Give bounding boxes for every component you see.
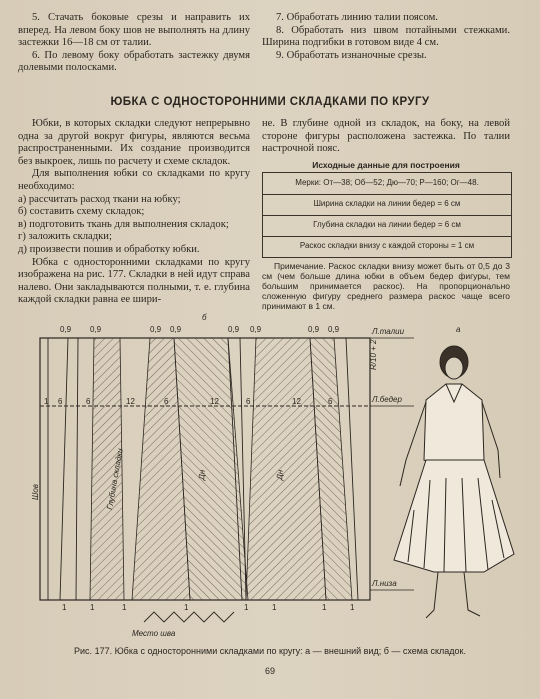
paragraph: не. В глубине одной из складок, на боку, на левой стороне фигуры расположена застежка. По талии настрочной пояс.	[262, 118, 510, 155]
paragraph: 6. По левому боку обработать застежку двумя долевыми полосками.	[18, 49, 250, 74]
figure	[14, 310, 530, 640]
bottom-label: 1	[122, 603, 127, 612]
top-left-column	[18, 12, 250, 75]
paragraph: 5. Стачать боковые срезы и направить их вперед. На левом боку шов не выполнять на длину застежки 16—18 см от талии.	[18, 12, 250, 49]
table-row: Мерки: От—38; Об—52; Дю—70; Р—160; Ог—48.	[263, 173, 511, 195]
top-label: 0,9	[250, 325, 262, 334]
hem-line-label: Л.низа	[372, 579, 397, 588]
figure-letter-a: а	[456, 325, 461, 334]
hip-label: 6	[86, 397, 91, 406]
hip-label: 6	[164, 397, 169, 406]
grain-label: Дн	[275, 469, 285, 481]
bottom-label: 1	[62, 603, 67, 612]
top-label: 0,9	[60, 325, 72, 334]
note	[262, 261, 510, 311]
list-item: д) произвести пошив и обработку юбки.	[18, 243, 200, 255]
table-row: Глубина складки на линии бедер = 6 см	[263, 215, 511, 237]
bottom-label: 1	[322, 603, 327, 612]
list-item: г) заложить складки;	[18, 231, 112, 243]
paragraph: 9. Обработать изнаночные срезы.	[276, 49, 427, 61]
woman-illustration	[394, 346, 514, 618]
hip-label: 6	[58, 397, 63, 406]
hip-label: 12	[292, 397, 301, 406]
table-title: Исходные данные для построения	[312, 160, 460, 170]
grain-label: Дн	[197, 469, 207, 481]
bottom-label: 1	[90, 603, 95, 612]
top-label: 0,9	[328, 325, 340, 334]
list-item: а) рассчитать расход ткани на юбку;	[18, 193, 181, 205]
note-text: Примечание. Раскос складки внизу может быть от 0,5 до 3 см (чем больше длина юбки в объем бедер фигуры, тем большим принимается раскос). На пропорционально сложенную фигуру среднего размера раскос чаще всего принимают в 1 см.	[262, 261, 510, 311]
hip-label: 12	[126, 397, 135, 406]
figure-caption: Рис. 177. Юбка с односторонними складками по кругу: а — внешний вид; б — схема складок.	[74, 646, 466, 656]
list-item: в) подготовить ткань для выполнения складок;	[18, 218, 229, 230]
paragraph: Юбки, в которых складки следуют непрерывно одна за другой вокруг фигуры, являются весьма распространенными. Их создание производится без выкроек, лишь по расчету и схеме складок.	[18, 118, 250, 167]
top-labels	[60, 325, 340, 334]
list-item: б) составить схему складок;	[18, 206, 145, 218]
figure-letter-b: б	[202, 313, 207, 322]
hip-label: 12	[210, 397, 219, 406]
waist-line-label: Л.талии	[372, 327, 405, 336]
top-label: 0,9	[90, 325, 102, 334]
paragraph: Для выполнения юбки со складками по кругу необходимо:	[18, 168, 250, 192]
seam-zigzag	[144, 612, 234, 622]
bottom-labels	[62, 603, 355, 612]
top-label: 0,9	[170, 325, 182, 334]
paragraph: Юбка с односторонними складками по кругу изображена на рис. 177. Складки в ней идут справа налево. Они закладываются полными, т. е. глубина каждой складки равна ее шири-	[18, 256, 250, 306]
top-right-column	[262, 12, 510, 62]
bottom-label: 1	[272, 603, 277, 612]
paragraph: 7. Обработать линию талии поясом.	[276, 12, 438, 23]
table-row: Раскос складки внизу с каждой стороны = 1 см	[299, 241, 475, 250]
data-table	[262, 172, 512, 258]
body-right-column	[262, 118, 510, 156]
pleat-depth-label: Глубина складки	[105, 447, 125, 511]
bottom-label: 1	[184, 603, 189, 612]
pleat-diagram	[14, 310, 530, 640]
hip-label: 6	[328, 397, 333, 406]
table-row: Ширина складки на линии бедер = 6 см	[263, 194, 511, 216]
hip-label: 6	[246, 397, 251, 406]
formula-label: R/10 + 2	[369, 339, 378, 370]
bottom-label: 1	[350, 603, 355, 612]
top-label: 0,9	[150, 325, 162, 334]
side-seam-label: Шов	[31, 484, 40, 500]
seam-place-label: Место шва	[132, 629, 176, 638]
top-label: 0,9	[228, 325, 240, 334]
section-heading: ЮБКА С ОДНОСТОРОННИМИ СКЛАДКАМИ ПО КРУГУ	[110, 96, 430, 108]
hip-label: 1	[44, 397, 49, 406]
hip-line-label: Л.бедер	[372, 395, 402, 404]
paragraph: 8. Обработать низ швом потайными стежками. Ширина подгибки в готовом виде 4 см.	[262, 24, 510, 49]
top-label: 0,9	[308, 325, 320, 334]
body-left-column	[18, 118, 250, 307]
bottom-label: 1	[244, 603, 249, 612]
page-number: 69	[264, 666, 275, 676]
